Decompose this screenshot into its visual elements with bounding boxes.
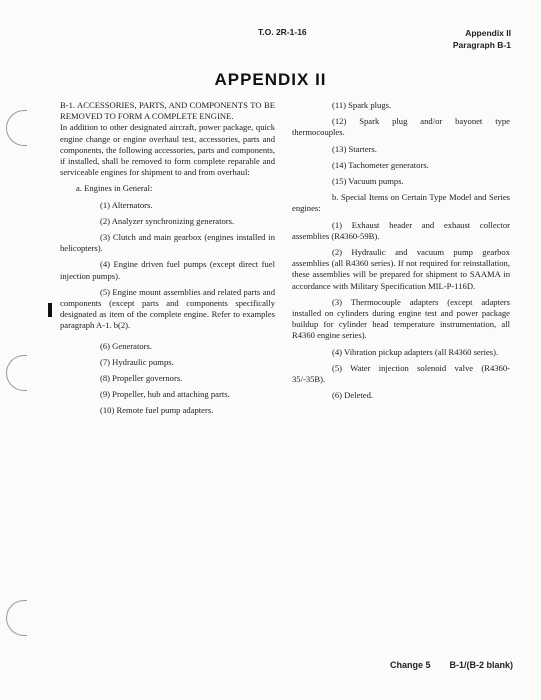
- page-title: APPENDIX II: [214, 70, 327, 89]
- appendix-label: Appendix II: [465, 28, 511, 38]
- list-item: (4) Vibration pickup adapters (all R4360 series).: [332, 346, 499, 357]
- right-column: [292, 100, 510, 406]
- list-item: (13) Starters.: [332, 143, 377, 154]
- list-item: (3) Thermocouple adapters (except adapters installed on cylinders during engine test and power package buildup for cylinder head temperature instrumentation, all R4360 engine series).: [292, 296, 510, 341]
- list-item: (3) Clutch and main gearbox (engines installed in helicopters).: [60, 232, 275, 254]
- to-number: T.O. 2R-1-16: [258, 27, 307, 37]
- list-item: (9) Propeller, hub and attaching parts.: [100, 389, 230, 400]
- paragraph-label: Paragraph B-1: [452, 40, 511, 50]
- subhead-a: a. Engines in General:: [76, 183, 153, 194]
- list-item: (5) Water injection solenoid valve (R4360-35/-35B).: [292, 362, 510, 385]
- appendix-reference: [453, 27, 511, 51]
- list-item: (1) Alternators.: [100, 199, 153, 210]
- list-item: (6) Deleted.: [332, 390, 374, 401]
- list-item: (14) Tachometer generators.: [332, 159, 429, 170]
- subhead-b: b. Special Items on Certain Type Model and Series engines:: [292, 192, 510, 214]
- list-item: (4) Engine driven fuel pumps (except direct fuel injection pumps).: [60, 259, 275, 281]
- punch-hole: [6, 355, 27, 391]
- list-item: (2) Analyzer synchronizing generators.: [100, 215, 235, 226]
- list-item: (6) Generators.: [100, 340, 153, 351]
- left-column: [60, 100, 275, 422]
- list-item: (8) Propeller governors.: [100, 373, 183, 384]
- list-item: (11) Spark plugs.: [332, 100, 392, 110]
- change-bar: [48, 303, 52, 317]
- list-item: (7) Hydraulic pumps.: [100, 356, 174, 367]
- change-number: Change 5: [390, 660, 431, 670]
- section-heading: B-1. ACCESSORIES, PARTS, AND COMPONENTS TO BE REMOVED TO FORM A COMPLETE ENGINE.: [60, 100, 275, 122]
- punch-hole: [6, 600, 27, 636]
- list-item: (5) Engine mount assemblies and related parts and components (except parts and components specifically designated as item of the complete engine. Refer to examples paragraph A-1. b(2).: [60, 286, 275, 331]
- punch-hole: [6, 110, 27, 146]
- list-item: (2) Hydraulic and vacuum pump gearbox assemblies (all R4360 series). If not required for reinstallation, these assemblies will be prepared for shipment to SAAMA in accordance with Military Specification MIL-P-116D.: [292, 247, 510, 291]
- page-number: B-1/(B-2 blank): [449, 660, 513, 670]
- intro-paragraph: In addition to other designated aircraft, power package, quick engine change or engine overhaul test, accessories, parts and components, the following accessories, parts and components, if installed, shall be removed to form complete reparable and serviceable engines for shipment to and from overhaul:: [60, 122, 275, 178]
- list-item: (1) Exhaust header and exhaust collector assemblies (R4360-59B).: [292, 219, 510, 241]
- list-item: (10) Remote fuel pump adapters.: [100, 405, 214, 416]
- list-item: (12) Spark plug and/or bayonet type thermocouples.: [292, 116, 510, 138]
- list-item: (15) Vacuum pumps.: [332, 176, 404, 187]
